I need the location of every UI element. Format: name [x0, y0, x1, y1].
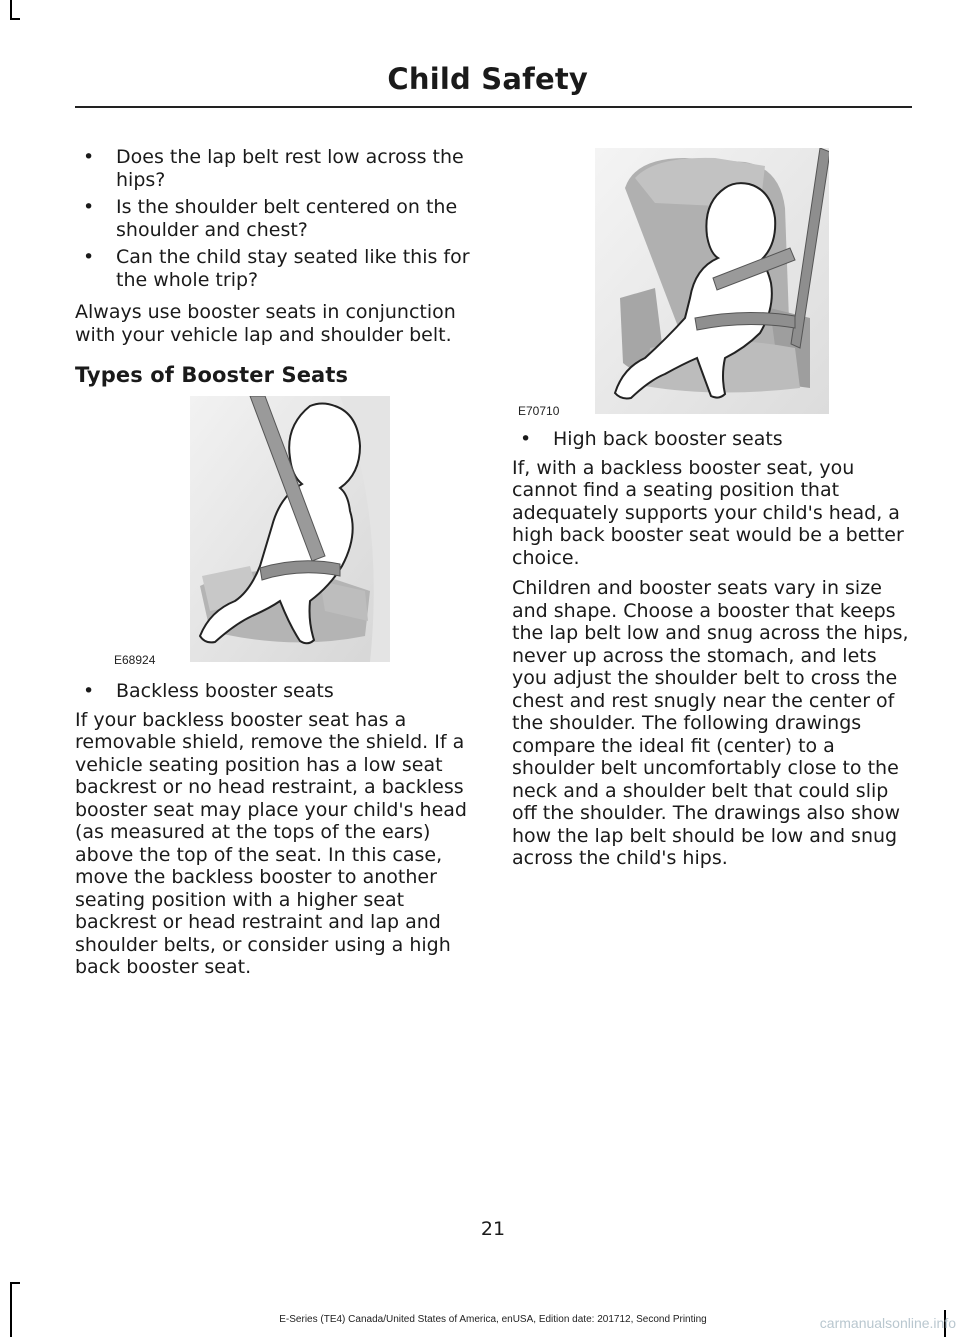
crop-mark-bottom-left-v [10, 1282, 12, 1337]
list-item: • Is the shoulder belt centered on the shoulder and chest? [75, 196, 477, 241]
list-item: • High back booster seats [512, 428, 912, 451]
crop-mark-top-left-h [10, 18, 20, 20]
figure-code: E70710 [518, 404, 560, 418]
checklist [75, 146, 477, 291]
page-title: Child Safety [387, 62, 588, 96]
backless-booster-illustration [190, 396, 390, 662]
left-column-lower [75, 680, 477, 987]
watermark: carmanualsonline.info [819, 1315, 956, 1331]
page-number: 21 [480, 1218, 506, 1240]
list-item: • Can the child stay seated like this for the whole trip? [75, 246, 477, 291]
section-heading: Types of Booster Seats [75, 363, 349, 387]
paragraph-highback: If, with a backless booster seat, you cannot find a seating position that adequately supports your child's head, a high back booster seat would be a better choice. [512, 456, 904, 569]
list-item: • Does the lap belt rest low across the hips? [75, 146, 477, 191]
right-column [512, 428, 912, 878]
paragraph-fit: Children and booster seats vary in size and shape. Choose a booster that keeps the lap belt low and snug across the hips, never up across the stomach, and lets you adjust the shoulder belt to cross the chest and rest snugly near the center of the shoulder. The following drawings compare the ideal fit (center) to a shoulder belt uncomfortably close to the neck and a shoulder belt that could slip off the shoulder. The drawings also show how the lap belt should be low and snug across the child's hips. [512, 577, 909, 869]
paragraph-backless: If your backless booster seat has a removable shield, remove the shield. If a vehicle seating position has a low seat backrest or no head restraint, a backless booster seat may place your child's head (as measured at the tops of the ears) above the top of the seat. In this case, move the backless booster to another seating position with a higher seat backrest or head restraint and lap and shoulder belts, or consider using a high back booster seat. [75, 708, 467, 978]
left-column [75, 146, 477, 387]
header-divider [75, 106, 912, 108]
type-list [75, 680, 477, 703]
high-back-booster-illustration [595, 148, 829, 414]
edition-footer: E-Series (TE4) Canada/United States of America, enUSA, Edition date: 201712, Second Printing [279, 1314, 707, 1325]
type-list [512, 428, 912, 451]
figure-code: E68924 [114, 653, 156, 667]
crop-mark-bottom-left-h [10, 1282, 20, 1284]
list-item: • Backless booster seats [75, 680, 477, 703]
crop-mark-top-left-v [10, 0, 12, 20]
paragraph-conjunction: Always use booster seats in conjunction with your vehicle lap and shoulder belt. [75, 301, 456, 346]
